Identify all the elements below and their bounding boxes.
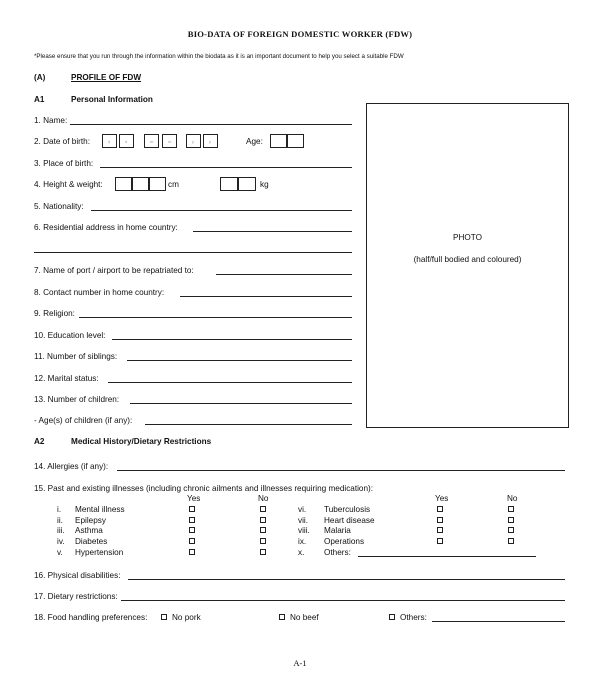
photo-caption: (half/full bodied and coloured) (413, 255, 522, 264)
yes-header-left: Yes (187, 494, 201, 503)
other-illness-field[interactable] (358, 556, 536, 557)
illness-num: v. (57, 548, 63, 557)
illness-name: Malaria (324, 526, 351, 535)
asthma-no-checkbox[interactable] (260, 527, 266, 533)
port-label: 7. Name of port / airport to be repatriated to: (34, 266, 194, 275)
illness-num: iv. (57, 537, 65, 546)
tuberculosis-yes-checkbox[interactable] (437, 506, 443, 512)
age-label: Age: (246, 137, 263, 146)
dob-box-1[interactable] (102, 134, 117, 148)
dob-placeholder: d (108, 139, 111, 144)
a1-number: A1 (34, 95, 45, 104)
malaria-yes-checkbox[interactable] (437, 527, 443, 533)
illness-name: Mental illness (75, 505, 125, 514)
section-a-letter: (A) (34, 73, 46, 82)
address-field-1[interactable] (193, 231, 352, 232)
allergies-label: 14. Allergies (if any): (34, 462, 109, 471)
nationality-field[interactable] (91, 210, 352, 211)
hypertension-yes-checkbox[interactable] (189, 549, 195, 555)
contact-label: 8. Contact number in home country: (34, 288, 165, 297)
height-weight-label: 4. Height & weight: (34, 180, 103, 189)
operations-yes-checkbox[interactable] (437, 538, 443, 544)
kg-unit: kg (260, 180, 269, 189)
illness-num: viii. (298, 526, 310, 535)
no-header-right: No (507, 494, 518, 503)
disabilities-field[interactable] (128, 579, 565, 580)
height-box-3[interactable] (149, 177, 166, 191)
photo-box[interactable] (366, 103, 569, 428)
address-field-2[interactable] (34, 252, 352, 253)
other-food-label: Others: (400, 613, 427, 622)
hypertension-no-checkbox[interactable] (260, 549, 266, 555)
illness-num: vii. (298, 516, 309, 525)
height-box-1[interactable] (115, 177, 132, 191)
weight-box-2[interactable] (238, 177, 256, 191)
religion-field[interactable] (79, 317, 352, 318)
height-box-2[interactable] (132, 177, 149, 191)
diabetes-yes-checkbox[interactable] (189, 538, 195, 544)
illness-name: Asthma (75, 526, 103, 535)
illness-num: vi. (298, 505, 307, 514)
epilepsy-yes-checkbox[interactable] (189, 517, 195, 523)
photo-label: PHOTO (453, 233, 482, 242)
no-pork-checkbox[interactable] (161, 614, 167, 620)
illnesses-question: 15. Past and existing illnesses (including chronic ailments and illnesses requiring medication): (34, 484, 374, 493)
instruction-note: *Please ensure that you run through the information within the biodata as it is an important document to help you select a suitable FDW (34, 53, 404, 60)
children-label: 13. Number of children: (34, 395, 120, 404)
dob-placeholder: m (150, 139, 154, 144)
heart-disease-no-checkbox[interactable] (508, 517, 514, 523)
education-label: 10. Education level: (34, 331, 106, 340)
illness-num: ix. (298, 537, 307, 546)
port-field[interactable] (216, 274, 352, 275)
heart-disease-yes-checkbox[interactable] (437, 517, 443, 523)
education-field[interactable] (112, 339, 352, 340)
place-of-birth-field[interactable] (100, 167, 352, 168)
yes-header-right: Yes (435, 494, 449, 503)
children-age-field[interactable] (145, 424, 352, 425)
illness-name: Tuberculosis (324, 505, 371, 514)
malaria-no-checkbox[interactable] (508, 527, 514, 533)
illness-name: Others: (324, 548, 351, 557)
form-title: BIO-DATA OF FOREIGN DOMESTIC WORKER (FDW) (187, 29, 413, 39)
allergies-field[interactable] (117, 470, 565, 471)
nationality-label: 5. Nationality: (34, 202, 84, 211)
dob-box-6[interactable] (203, 134, 218, 148)
illness-name: Operations (324, 537, 365, 546)
illness-name: Diabetes (75, 537, 108, 546)
section-a-heading: PROFILE OF FDW (71, 73, 142, 82)
contact-field[interactable] (180, 296, 352, 297)
cm-unit: cm (168, 180, 179, 189)
dob-box-3[interactable] (144, 134, 159, 148)
dob-placeholder: m (168, 139, 172, 144)
diabetes-no-checkbox[interactable] (260, 538, 266, 544)
asthma-yes-checkbox[interactable] (189, 527, 195, 533)
a1-heading: Personal Information (71, 95, 153, 104)
name-label: 1. Name: (34, 116, 68, 125)
address-label: 6. Residential address in home country: (34, 223, 178, 232)
a2-number: A2 (34, 437, 45, 446)
illness-num: ii. (57, 516, 63, 525)
siblings-label: 11. Number of siblings: (34, 352, 118, 361)
food-pref-label: 18. Food handling preferences: (34, 613, 148, 622)
dietary-field[interactable] (121, 600, 565, 601)
other-food-field[interactable] (432, 621, 565, 622)
dob-box-2[interactable] (119, 134, 134, 148)
illness-num: iii. (57, 526, 65, 535)
operations-no-checkbox[interactable] (508, 538, 514, 544)
dob-placeholder: y (209, 139, 211, 144)
age-box-2[interactable] (287, 134, 304, 148)
dob-box-5[interactable] (186, 134, 201, 148)
tuberculosis-no-checkbox[interactable] (508, 506, 514, 512)
dob-box-4[interactable] (162, 134, 177, 148)
dietary-label: 17. Dietary restrictions: (34, 592, 118, 601)
mental-illness-no-checkbox[interactable] (260, 506, 266, 512)
other-food-checkbox[interactable] (389, 614, 395, 620)
children-age-label: - Age(s) of children (if any): (34, 416, 133, 425)
dob-placeholder: d (125, 139, 128, 144)
no-beef-label: No beef (290, 613, 319, 622)
siblings-field[interactable] (127, 360, 352, 361)
weight-box-1[interactable] (220, 177, 238, 191)
no-beef-checkbox[interactable] (279, 614, 285, 620)
children-field[interactable] (130, 403, 352, 404)
no-header-left: No (258, 494, 269, 503)
illness-num: i. (57, 505, 62, 514)
illness-name: Hypertension (75, 548, 124, 557)
name-field[interactable] (70, 124, 352, 125)
disabilities-label: 16. Physical disabilities: (34, 571, 121, 580)
mental-illness-yes-checkbox[interactable] (189, 506, 195, 512)
epilepsy-no-checkbox[interactable] (260, 517, 266, 523)
no-pork-label: No pork (172, 613, 201, 622)
dob-label: 2. Date of birth: (34, 137, 90, 146)
marital-label: 12. Marital status: (34, 374, 99, 383)
age-box-1[interactable] (270, 134, 287, 148)
illness-name: Heart disease (324, 516, 375, 525)
place-of-birth-label: 3. Place of birth: (34, 159, 94, 168)
a2-heading: Medical History/Dietary Restrictions (71, 437, 212, 446)
marital-field[interactable] (108, 382, 352, 383)
religion-label: 9. Religion: (34, 309, 75, 318)
illness-num: x. (298, 548, 305, 557)
page-number: A-1 (293, 658, 307, 668)
illness-name: Epilepsy (75, 516, 106, 525)
dob-placeholder: y (192, 139, 194, 144)
